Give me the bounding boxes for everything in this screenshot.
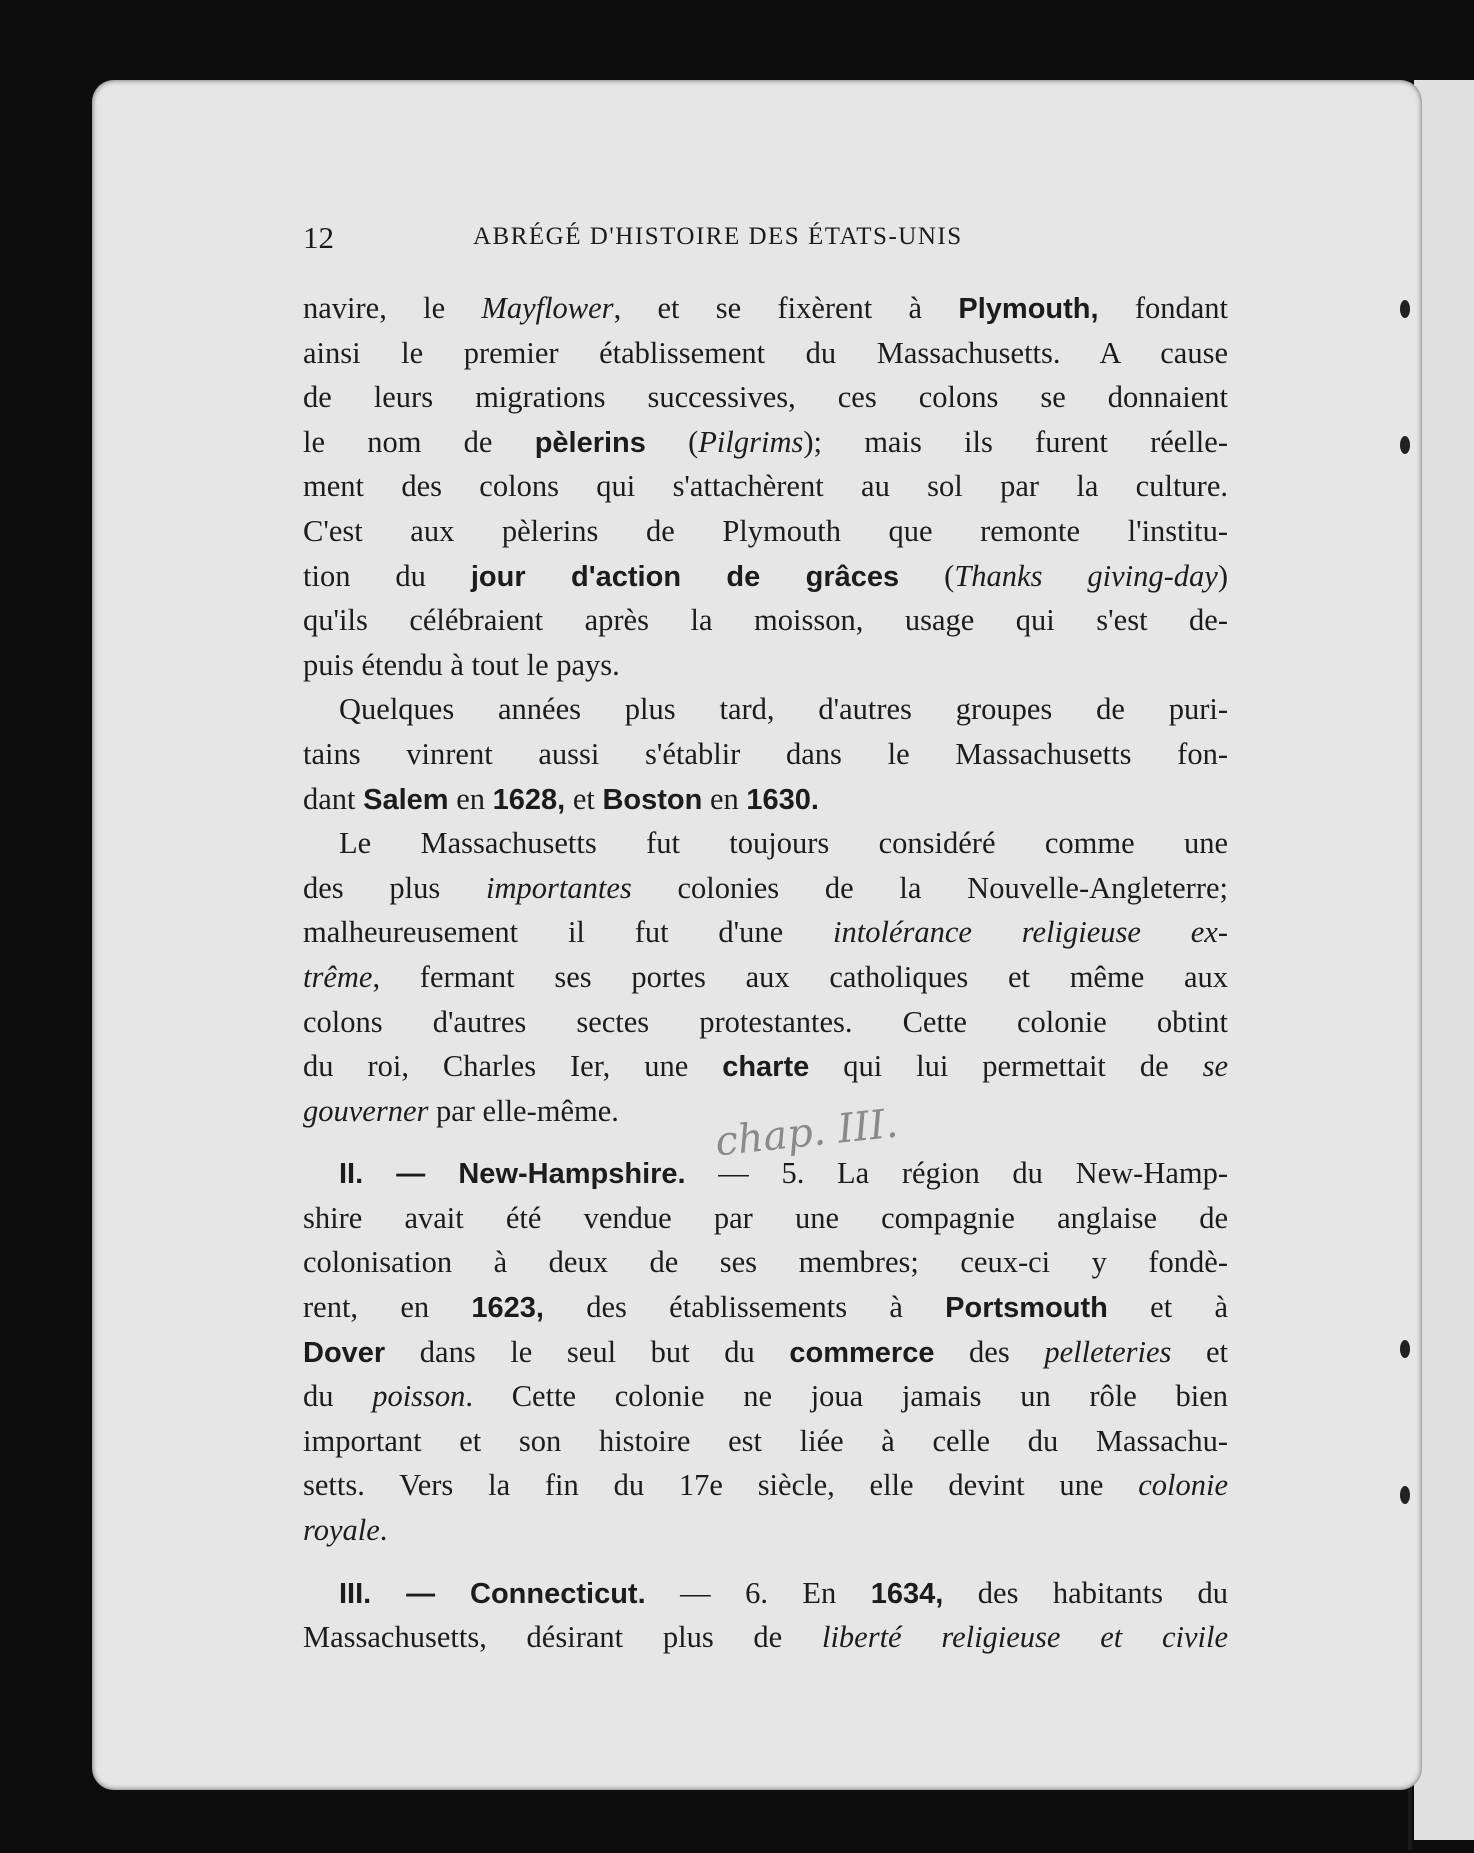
- text-line: [303, 1615, 1228, 1660]
- italic-term: pelleteries: [1044, 1334, 1172, 1369]
- text-line: [303, 420, 1228, 465]
- bold-term: 1630.: [746, 783, 819, 816]
- text-run: ment des colons qui s'attachèrent au sol par la culture.: [303, 469, 1228, 504]
- text-run: — 6. En: [645, 1575, 871, 1610]
- italic-term: Mayflower: [481, 291, 614, 325]
- italic-term: se: [1202, 1049, 1228, 1084]
- text-line: [303, 1571, 1228, 1616]
- text-run: C'est aux pèlerins de Plymouth que remonte l'institu-: [303, 513, 1228, 548]
- italic-term: gouverner: [303, 1093, 429, 1128]
- bold-term: III. — Connecticut.: [339, 1577, 646, 1610]
- italic-term: royale: [303, 1513, 380, 1548]
- running-head: ABRÉGÉ D'HISTOIRE DES ÉTATS-UNIS: [473, 223, 963, 250]
- text-line: [303, 910, 1228, 955]
- margin-mark: [1400, 1486, 1410, 1504]
- bold-term: Salem: [363, 783, 449, 816]
- text-line: [303, 1374, 1228, 1419]
- text-run: fondant: [1098, 291, 1229, 325]
- text-line: [303, 1508, 1228, 1553]
- margin-mark: [1400, 1340, 1410, 1358]
- italic-term: liberté religieuse et civile: [821, 1620, 1228, 1655]
- text-run: le nom de: [303, 424, 535, 459]
- text-run: ): [1217, 558, 1228, 593]
- text-line: [303, 1240, 1228, 1285]
- bold-term: jour d'action de grâces: [470, 560, 900, 593]
- text-run: (: [899, 558, 955, 593]
- bold-term: 1634,: [870, 1577, 944, 1610]
- italic-term: colonie: [1138, 1468, 1228, 1503]
- text-run: du: [303, 1379, 373, 1414]
- text-line: [303, 643, 1228, 688]
- page-header: [303, 220, 1228, 260]
- text-run: (: [645, 424, 699, 459]
- italic-term: Thanks giving-day: [954, 558, 1218, 593]
- text-run: des établissements à: [543, 1290, 946, 1325]
- text-run: — 5. La région du New-Hamp-: [685, 1156, 1229, 1191]
- text-run: et: [1171, 1334, 1228, 1369]
- text-line: [303, 821, 1228, 866]
- bold-term: Portsmouth: [945, 1292, 1108, 1325]
- text-line: [303, 331, 1228, 376]
- text-line: [303, 286, 1228, 331]
- margin-mark: [1400, 300, 1410, 318]
- text-line: [303, 598, 1228, 643]
- text-run: malheureusement il fut d'une: [303, 915, 834, 950]
- text-run: qu'ils célébraient après la moisson, usage qui s'est de-: [303, 603, 1228, 638]
- italic-term: poisson: [372, 1379, 466, 1414]
- text-line: [303, 375, 1228, 420]
- text-run: rent, en: [303, 1290, 472, 1325]
- text-line: [303, 464, 1228, 509]
- italic-term: Pilgrims: [698, 424, 804, 459]
- text-line: [303, 955, 1228, 1000]
- text-run: colonisation à deux de ses membres; ceux-ci y fondè-: [303, 1245, 1228, 1280]
- text-line: [303, 1000, 1228, 1045]
- text-run: ); mais ils furent réelle-: [803, 424, 1228, 459]
- bold-term: Dover: [303, 1336, 386, 1369]
- text-run: Massachusetts, désirant plus de: [303, 1620, 822, 1655]
- text-run: des plus: [303, 870, 486, 905]
- text-run: tains vinrent aussi s'établir dans le Massachusetts fon-: [303, 736, 1228, 771]
- text-run: shire avait été vendue par une compagnie anglaise de: [303, 1200, 1228, 1235]
- text-line: [303, 1419, 1228, 1464]
- text-run: important et son histoire est liée à celle du Massachu-: [303, 1423, 1228, 1458]
- text-line: [303, 777, 1228, 822]
- paragraph-gap: [303, 1553, 1228, 1571]
- text-line: [303, 1044, 1228, 1089]
- text-run: setts. Vers la fin du 17e siècle, elle devint une: [303, 1468, 1139, 1503]
- text-line: [303, 1196, 1228, 1241]
- bold-term: commerce: [789, 1336, 935, 1369]
- text-run: et à: [1107, 1290, 1228, 1325]
- italic-term: trême: [303, 959, 373, 994]
- text-line: [303, 687, 1228, 732]
- margin-mark: [1400, 436, 1410, 454]
- text-line: [303, 1330, 1228, 1375]
- bold-term: charte: [722, 1051, 810, 1084]
- bold-term: Boston: [602, 783, 703, 816]
- text-run: des habitants du: [943, 1575, 1228, 1610]
- text-run: qui lui permettait de: [809, 1049, 1203, 1084]
- text-run: colonies de la Nouvelle-Angleterre;: [631, 870, 1228, 905]
- page-number: 12: [303, 220, 334, 255]
- italic-term: importantes: [486, 870, 632, 905]
- text-run: et: [565, 781, 603, 816]
- bold-term: pèlerins: [534, 426, 646, 459]
- text-run: . Cette colonie ne joua jamais un rôle bien: [465, 1379, 1228, 1414]
- text-run: , et se fixèrent à: [613, 291, 959, 325]
- text-run: du roi, Charles Ier, une: [303, 1049, 723, 1084]
- text-line: [303, 509, 1228, 554]
- text-run: .: [379, 1513, 388, 1548]
- text-line: [303, 866, 1228, 911]
- bold-term: 1628,: [492, 783, 566, 816]
- text-run: ainsi le premier établissement du Massachusetts. A cause: [303, 335, 1228, 370]
- text-run: tion du: [303, 558, 471, 593]
- text-run: des: [934, 1334, 1045, 1369]
- text-line: [303, 1463, 1228, 1508]
- text-run: en: [702, 781, 747, 816]
- text-run: puis étendu à tout le pays.: [303, 647, 620, 682]
- text-run: navire, le: [303, 291, 482, 325]
- text-line: [303, 732, 1228, 777]
- facing-page-edge: [1414, 80, 1474, 1840]
- italic-term: intolérance religieuse ex-: [833, 915, 1228, 950]
- text-run: dant: [303, 781, 364, 816]
- text-run: par elle-même.: [428, 1093, 619, 1128]
- text-run: Le Massachusetts fut toujours considéré comme une: [339, 826, 1228, 861]
- bold-term: 1623,: [471, 1292, 544, 1325]
- pencil-annotation: chap. III.: [713, 1100, 901, 1166]
- bold-term: Plymouth,: [958, 293, 1099, 325]
- text-line: [303, 554, 1228, 599]
- text-run: Quelques années plus tard, d'autres groupes de puri-: [339, 692, 1228, 727]
- bold-term: II. — New-Hampshire.: [339, 1158, 686, 1191]
- text-run: en: [448, 781, 493, 816]
- text-run: colons d'autres sectes protestantes. Cette colonie obtint: [303, 1004, 1228, 1039]
- text-run: , fermant ses portes aux catholiques et même aux: [372, 959, 1228, 994]
- text-run: de leurs migrations successives, ces colons se donnaient: [303, 380, 1228, 415]
- body-text: [303, 286, 1228, 1660]
- text-line: [303, 1285, 1228, 1330]
- text-run: dans le seul but du: [385, 1334, 790, 1369]
